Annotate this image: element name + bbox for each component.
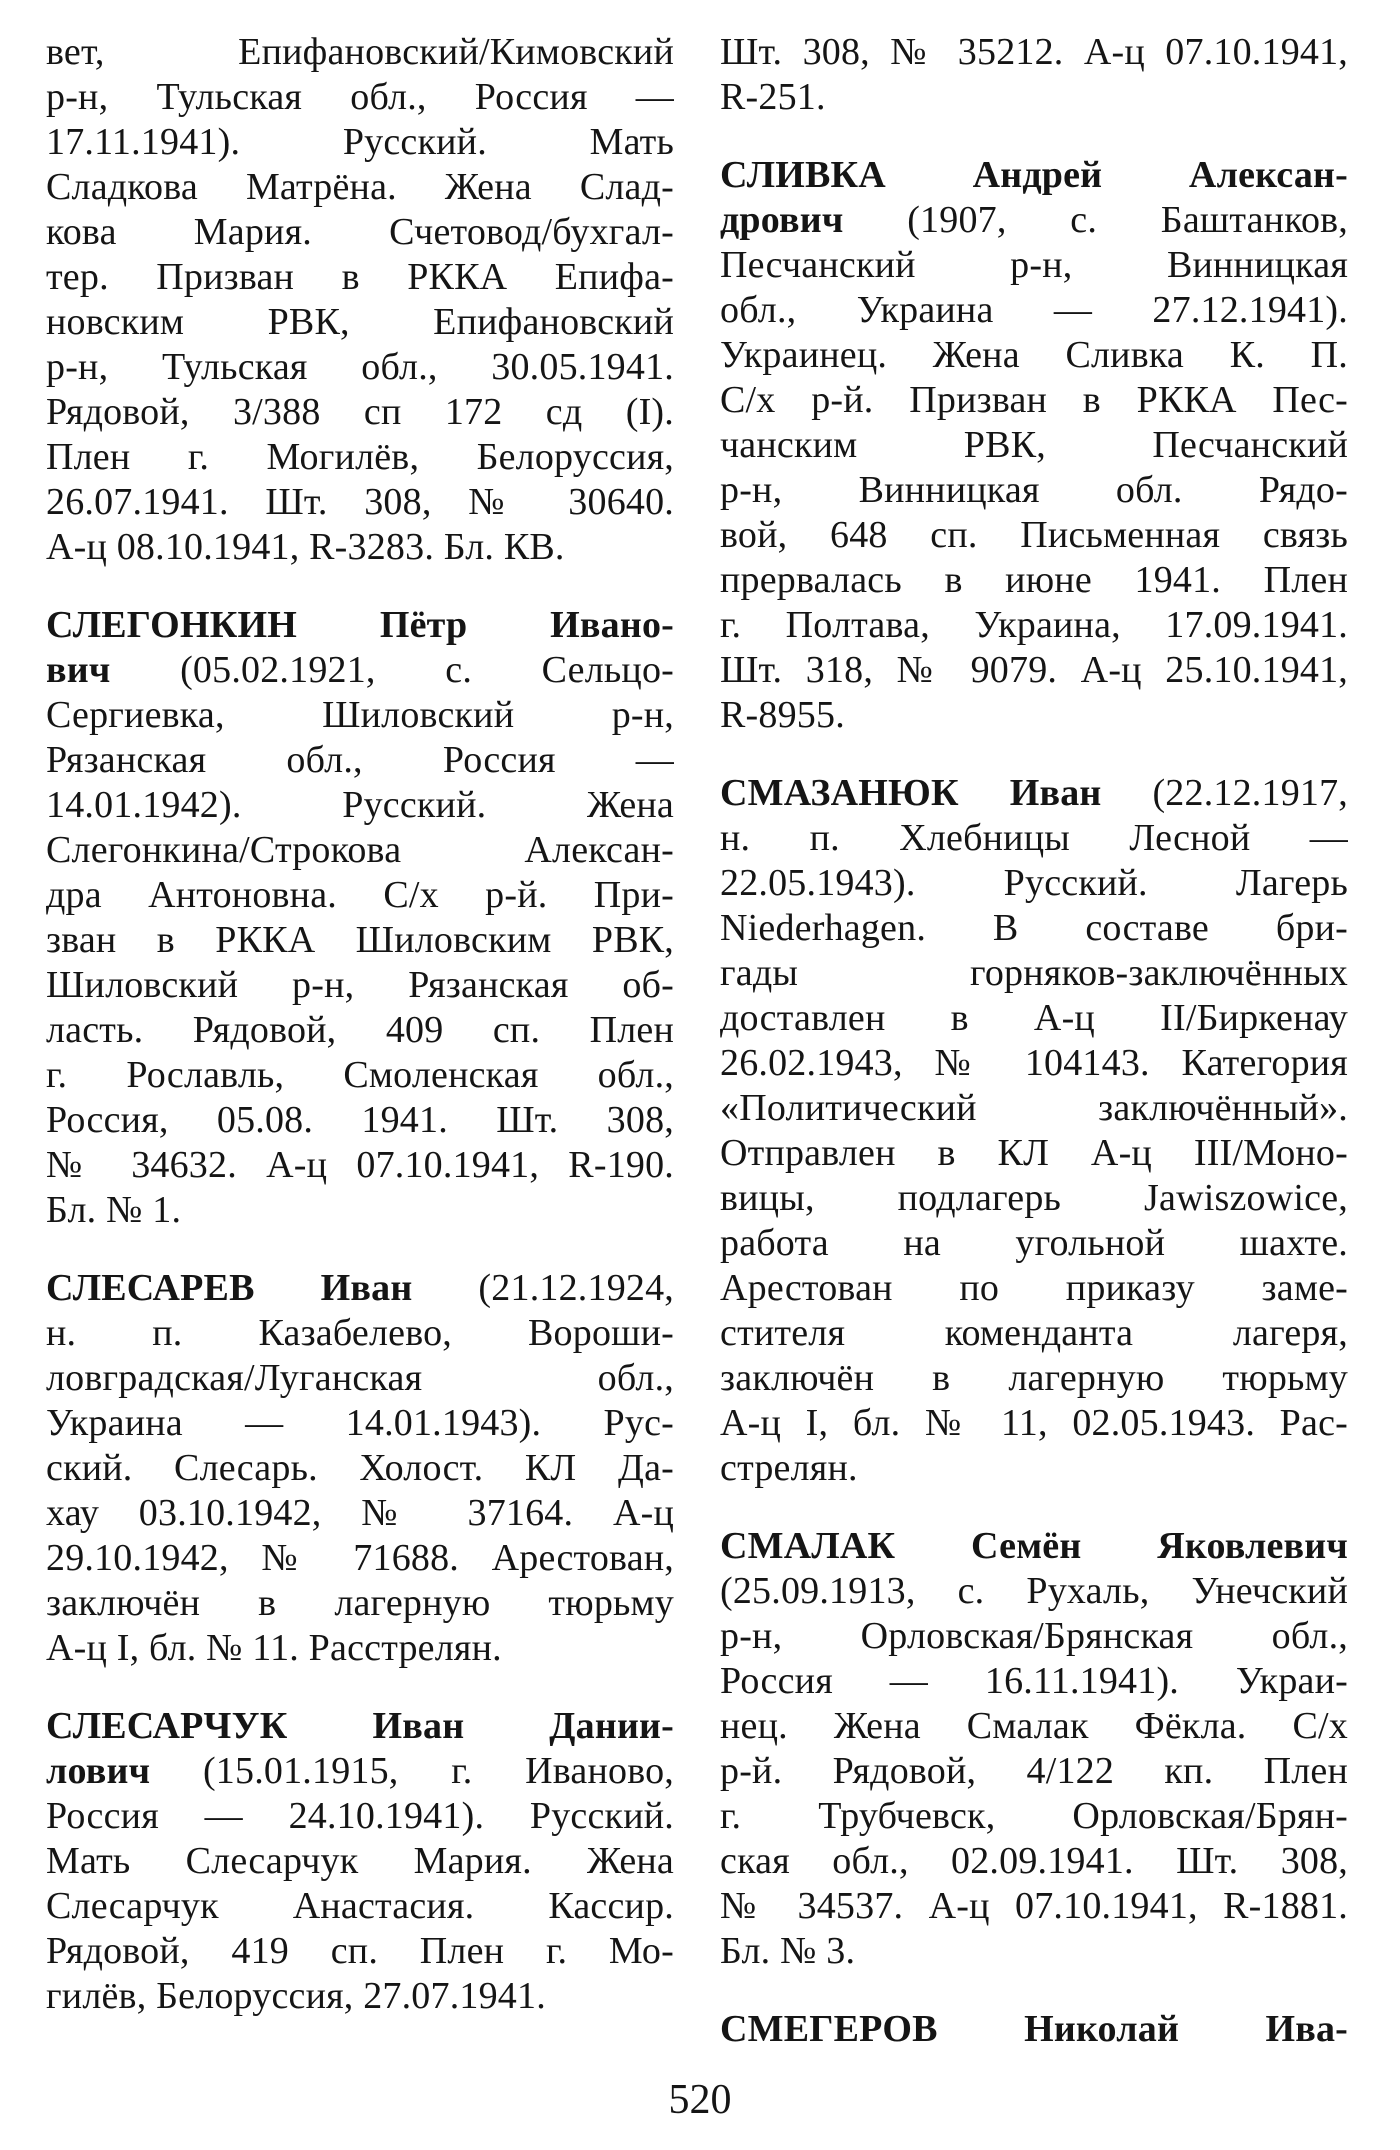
text-line: Рядовой, 3/388 сп 172 сд (I). bbox=[46, 391, 674, 433]
entry-name-bold: СМЕГЕРОВ Николай Ива- bbox=[720, 2008, 1348, 2050]
text-line: Украинец. Жена Сливка К. П. bbox=[720, 334, 1348, 376]
text-line: ская обл., 02.09.1941. Шт. 308, bbox=[720, 1840, 1348, 1882]
text-line: Отправлен в КЛ А-ц III/Моно- bbox=[720, 1132, 1348, 1174]
text-line: вой, 648 сп. Письменная связь bbox=[720, 514, 1348, 556]
page-number: 520 bbox=[668, 2077, 732, 2123]
text-line: А-ц 08.10.1941, R-3283. Бл. КВ. bbox=[46, 526, 565, 568]
entry-name-bold: СЛИВКА Андрей Алексан- bbox=[720, 154, 1348, 196]
text-line: А-ц I, бл. № 11. Расстрелян. bbox=[46, 1627, 502, 1669]
entry-name-bold: СЛЕСАРЕВ Иван bbox=[46, 1267, 413, 1309]
registry-entry bbox=[720, 771, 1348, 1491]
text-line: Бл. № 1. bbox=[46, 1189, 182, 1231]
text-line: R-8955. bbox=[720, 694, 845, 736]
text-line: 26.07.1941. Шт. 308, № 30640. bbox=[46, 481, 674, 523]
text-line: р-н, Тульская обл., 30.05.1941. bbox=[46, 346, 674, 388]
registry-entry bbox=[46, 30, 674, 570]
registry-entry bbox=[720, 153, 1348, 738]
entry-name-bold: СМАЗАНЮК Иван bbox=[720, 772, 1102, 814]
text-line: Сергиевка, Шиловский р-н, bbox=[46, 694, 674, 736]
text-line: Россия — 16.11.1941). Украи- bbox=[720, 1660, 1348, 1702]
text-line: ский. Слесарь. Холост. КЛ Да- bbox=[46, 1447, 674, 1489]
text-line: г. Трубчевск, Орловская/Брян- bbox=[720, 1795, 1348, 1837]
registry-entry bbox=[46, 603, 674, 1233]
text-line: дра Антоновна. С/х р-й. При- bbox=[46, 874, 674, 916]
text-column-right bbox=[720, 30, 1348, 2052]
registry-entry bbox=[46, 1704, 674, 2019]
text-line: Рязанская обл., Россия — bbox=[46, 739, 674, 781]
text-line: заключён в лагерную тюрьму bbox=[46, 1582, 674, 1624]
text-line: гады горняков-заключённых bbox=[720, 952, 1348, 994]
text-line: 14.01.1942). Русский. Жена bbox=[46, 784, 674, 826]
registry-entry bbox=[46, 1266, 674, 1671]
text-line: р-н, Тульская обл., Россия — bbox=[46, 76, 674, 118]
registry-entry bbox=[720, 2007, 1348, 2052]
text-line: лович (15.01.1915, г. Иваново, bbox=[46, 1750, 674, 1792]
text-line: обл., Украина — 27.12.1941). bbox=[720, 289, 1348, 331]
text-line: Сладкова Матрёна. Жена Слад- bbox=[46, 166, 674, 208]
text-line: (25.09.1913, с. Рухаль, Унечский bbox=[720, 1570, 1348, 1612]
text-line: Шиловский р-н, Рязанская об- bbox=[46, 964, 674, 1006]
text-line: кова Мария. Счетовод/бухгал- bbox=[46, 211, 674, 253]
text-line: Бл. № 3. bbox=[720, 1930, 856, 1972]
text-line: г. Полтава, Украина, 17.09.1941. bbox=[720, 604, 1348, 646]
text-line: р-н, Орловская/Брянская обл., bbox=[720, 1615, 1348, 1657]
text-line: Шт. 318, № 9079. А-ц 25.10.1941, bbox=[720, 649, 1348, 691]
text-line: прервалась в июне 1941. Плен bbox=[720, 559, 1348, 601]
text-line: 29.10.1942, № 71688. Арестован, bbox=[46, 1537, 674, 1579]
text-line: № 34537. А-ц 07.10.1941, R-1881. bbox=[720, 1885, 1348, 1927]
text-column-left bbox=[46, 30, 674, 2052]
text-line: Песчанский р-н, Винницкая bbox=[720, 244, 1348, 286]
text-block bbox=[46, 30, 1348, 2052]
text-line: стрелян. bbox=[720, 1447, 858, 1489]
text-line: р-н, Винницкая обл. Рядо- bbox=[720, 469, 1348, 511]
text-line: С/х р-й. Призван в РККА Пес- bbox=[720, 379, 1348, 421]
entry-name-bold: дрович bbox=[720, 199, 844, 241]
text-line: Россия, 05.08. 1941. Шт. 308, bbox=[46, 1099, 674, 1141]
text-line: дрович (1907, с. Баштанков, bbox=[720, 199, 1348, 241]
text-line: вицы, подлагерь Jawiszowice, bbox=[720, 1177, 1348, 1219]
text-line bbox=[720, 2007, 1348, 2052]
entry-name-bold: лович bbox=[46, 1750, 151, 1792]
text-line: чанским РВК, Песчанский bbox=[720, 424, 1348, 466]
text-line: г. Рославль, Смоленская обл., bbox=[46, 1054, 674, 1096]
text-line: Россия — 24.10.1941). Русский. bbox=[46, 1795, 674, 1837]
text-line: работа на угольной шахте. bbox=[720, 1222, 1348, 1264]
text-line: Арестован по приказу заме- bbox=[720, 1267, 1348, 1309]
text-line: н. п. Хлебницы Лесной — bbox=[720, 817, 1348, 859]
text-line: 22.05.1943). Русский. Лагерь bbox=[720, 862, 1348, 904]
text-line: вет, Епифановский/Кимовский bbox=[46, 31, 674, 73]
text-line: ловградская/Луганская обл., bbox=[46, 1357, 674, 1399]
text-line: А-ц I, бл. № 11, 02.05.1943. Рас- bbox=[720, 1402, 1348, 1444]
text-line: гилёв, Белоруссия, 27.07.1941. bbox=[46, 1975, 546, 2017]
text-line: доставлен в А-ц II/Биркенау bbox=[720, 997, 1348, 1039]
registry-entry bbox=[720, 1524, 1348, 1974]
text-line: СМАЗАНЮК Иван (22.12.1917, bbox=[720, 772, 1348, 814]
text-line: заключён в лагерную тюрьму bbox=[720, 1357, 1348, 1399]
text-line: новским РВК, Епифановский bbox=[46, 301, 674, 343]
text-line bbox=[46, 1704, 674, 1749]
text-line: Рядовой, 419 сп. Плен г. Мо- bbox=[46, 1930, 674, 1972]
entry-name-bold: вич bbox=[46, 649, 111, 691]
text-line: 17.11.1941). Русский. Мать bbox=[46, 121, 674, 163]
text-line: вич (05.02.1921, с. Сельцо- bbox=[46, 649, 674, 691]
text-line: Niederhagen. В составе бри- bbox=[720, 907, 1348, 949]
text-line: СЛЕСАРЕВ Иван (21.12.1924, bbox=[46, 1267, 674, 1309]
entry-name-bold: СЛЕГОНКИН Пётр Ивано- bbox=[46, 604, 674, 646]
text-line: р-й. Рядовой, 4/122 кп. Плен bbox=[720, 1750, 1348, 1792]
text-line bbox=[46, 603, 674, 648]
text-line bbox=[720, 1524, 1348, 1569]
entry-name-bold: СЛЕСАРЧУК Иван Дании- bbox=[46, 1705, 674, 1747]
text-line: Плен г. Могилёв, Белоруссия, bbox=[46, 436, 674, 478]
entry-name-bold: СМАЛАК Семён Яковлевич bbox=[720, 1525, 1348, 1567]
text-line bbox=[720, 153, 1348, 198]
text-line: ласть. Рядовой, 409 сп. Плен bbox=[46, 1009, 674, 1051]
text-line: стителя коменданта лагеря, bbox=[720, 1312, 1348, 1354]
text-line: зван в РККА Шиловским РВК, bbox=[46, 919, 674, 961]
text-line: 26.02.1943, № 104143. Категория bbox=[720, 1042, 1348, 1084]
text-line: Мать Слесарчук Мария. Жена bbox=[46, 1840, 674, 1882]
text-line: Украина — 14.01.1943). Рус- bbox=[46, 1402, 674, 1444]
text-line: нец. Жена Смалак Фёкла. С/х bbox=[720, 1705, 1348, 1747]
text-line: R-251. bbox=[720, 76, 826, 118]
text-line: Шт. 308, № 35212. А-ц 07.10.1941, bbox=[720, 31, 1348, 73]
registry-entry bbox=[720, 30, 1348, 120]
text-line: хау 03.10.1942, № 37164. А-ц bbox=[46, 1492, 674, 1534]
text-line: н. п. Казабелево, Вороши- bbox=[46, 1312, 674, 1354]
text-line: Слегонкина/Строкова Алексан- bbox=[46, 829, 674, 871]
text-line: Слесарчук Анастасия. Кассир. bbox=[46, 1885, 674, 1927]
text-line: № 34632. А-ц 07.10.1941, R-190. bbox=[46, 1144, 674, 1186]
text-line: тер. Призван в РККА Епифа- bbox=[46, 256, 674, 298]
text-line: «Политический заключённый». bbox=[720, 1087, 1348, 1129]
